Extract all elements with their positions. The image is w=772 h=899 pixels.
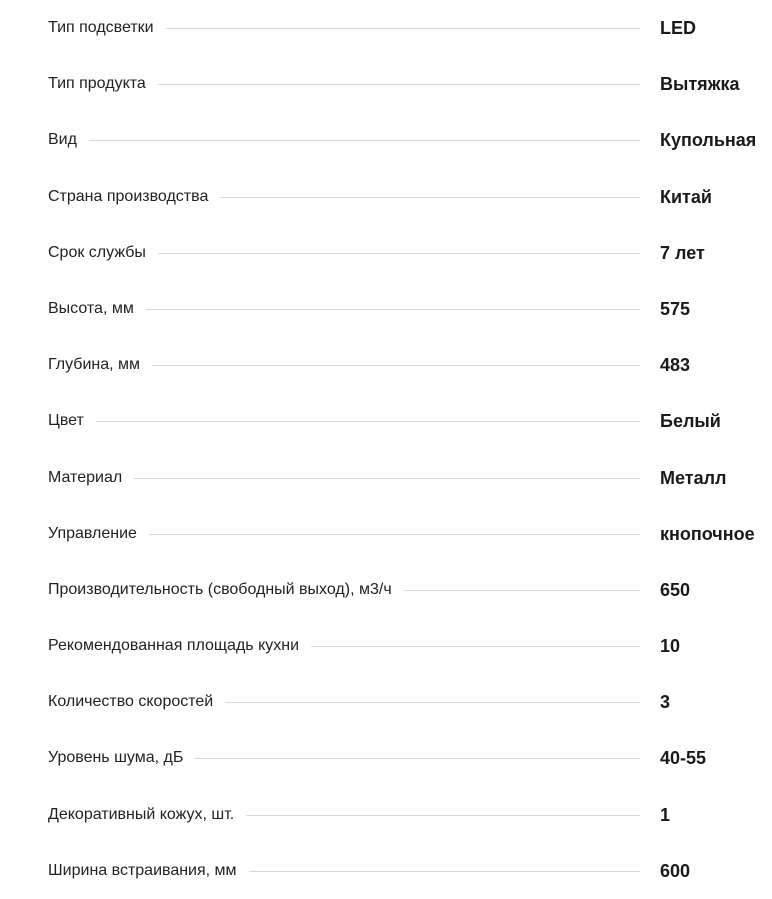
spec-label: Глубина, мм	[48, 356, 141, 374]
spec-value: Вытяжка	[660, 74, 740, 95]
spec-row-kitchen-area	[0, 618, 772, 674]
spec-label: Срок службы	[48, 243, 146, 261]
spec-row-service-life	[0, 225, 772, 281]
spec-divider	[220, 197, 640, 198]
spec-row-installation-width	[0, 843, 772, 899]
spec-value: 1	[660, 804, 671, 825]
spec-row-height	[0, 281, 772, 337]
spec-value: Белый	[660, 411, 721, 432]
spec-row-control	[0, 506, 772, 562]
spec-label: Цвет	[48, 412, 84, 430]
spec-value: 10	[660, 636, 681, 657]
spec-divider	[195, 758, 640, 759]
spec-value: 3	[660, 692, 671, 713]
spec-value: кнопочное	[660, 523, 755, 544]
spec-value: 7 лет	[660, 242, 705, 263]
spec-row-country	[0, 169, 772, 225]
spec-label: Ширина встраивания, мм	[48, 861, 237, 879]
spec-value: 40-55	[660, 748, 707, 769]
spec-divider	[146, 309, 640, 310]
spec-divider	[149, 534, 640, 535]
spec-row-product-type	[0, 56, 772, 112]
spec-divider	[249, 871, 640, 872]
spec-value: Купольная	[660, 130, 757, 151]
spec-label: Вид	[48, 131, 77, 149]
spec-divider	[96, 421, 640, 422]
spec-divider	[158, 84, 640, 85]
spec-divider	[134, 478, 640, 479]
spec-row-material	[0, 450, 772, 506]
spec-label: Уровень шума, дБ	[48, 749, 184, 767]
spec-row-kind	[0, 112, 772, 168]
spec-divider	[152, 365, 640, 366]
spec-label: Страна производства	[48, 187, 209, 205]
spec-label: Количество скоростей	[48, 693, 214, 711]
spec-label: Тип продукта	[48, 75, 146, 93]
spec-value: 575	[660, 298, 691, 319]
spec-value: Китай	[660, 186, 712, 207]
spec-label: Материал	[48, 468, 123, 486]
spec-label: Высота, мм	[48, 299, 134, 317]
spec-row-depth	[0, 337, 772, 393]
spec-value: 600	[660, 860, 691, 881]
spec-label: Управление	[48, 524, 137, 542]
spec-row-performance	[0, 562, 772, 618]
spec-label: Декоративный кожух, шт.	[48, 805, 235, 823]
spec-label: Рекомендованная площадь кухни	[48, 637, 300, 655]
spec-row-decorative-casing	[0, 787, 772, 843]
spec-value: LED	[660, 18, 696, 38]
spec-label: Тип подсветки	[48, 19, 154, 36]
spec-divider	[404, 590, 640, 591]
spec-value: Металл	[660, 467, 727, 488]
spec-row-speeds	[0, 674, 772, 730]
spec-value: 483	[660, 355, 691, 376]
spec-label: Производительность (свободный выход), м3/ч	[48, 580, 392, 598]
spec-row-noise-level	[0, 730, 772, 786]
spec-value: 650	[660, 579, 691, 600]
spec-divider	[89, 140, 640, 141]
spec-divider	[225, 702, 640, 703]
spec-divider	[246, 815, 640, 816]
spec-divider	[158, 253, 640, 254]
spec-row-backlight-type	[0, 0, 772, 56]
spec-divider	[166, 28, 640, 29]
spec-divider	[311, 646, 640, 647]
spec-row-color	[0, 393, 772, 449]
